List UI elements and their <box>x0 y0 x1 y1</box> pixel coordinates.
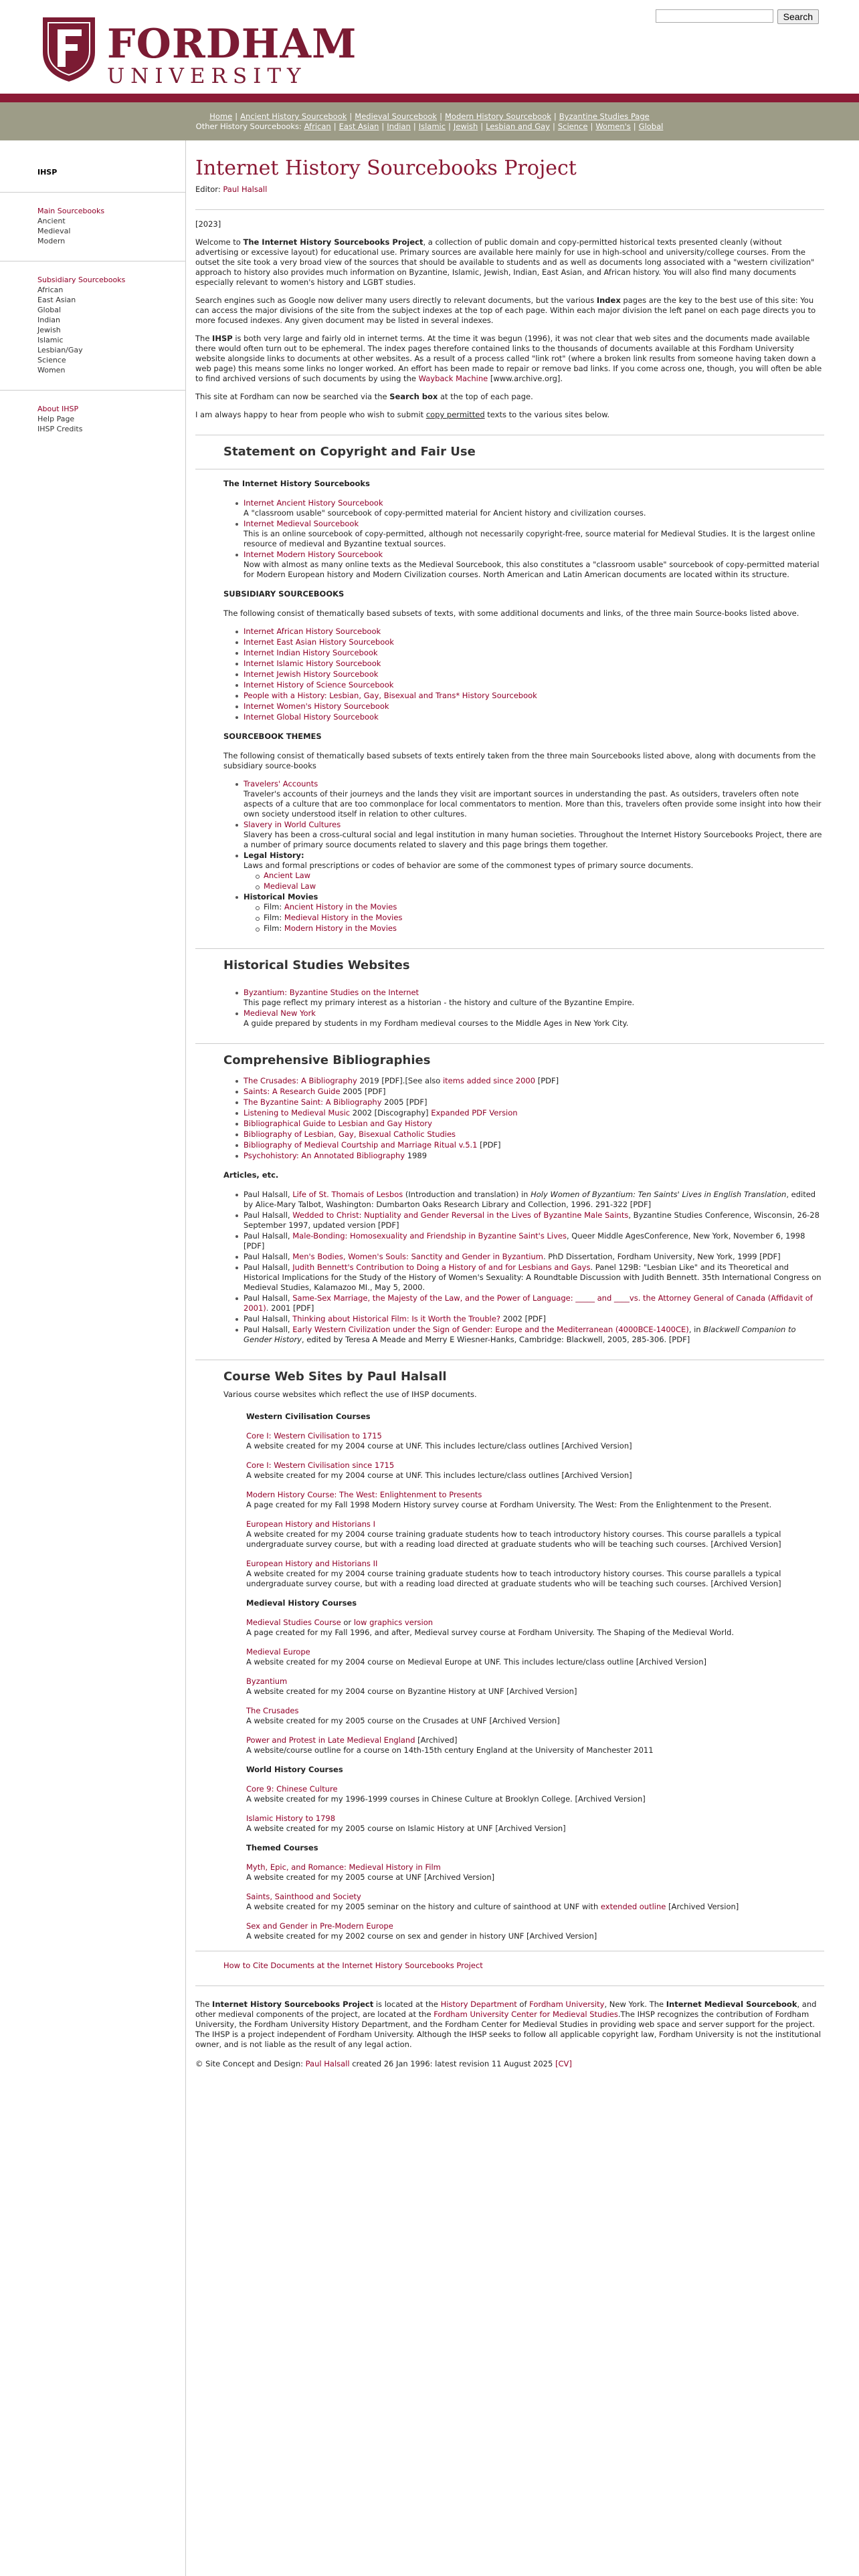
wayback-link[interactable]: Wayback Machine <box>418 374 488 383</box>
fordham-link[interactable]: Fordham University <box>529 2000 605 2009</box>
extended-outline-link[interactable]: extended outline <box>600 1902 666 1911</box>
biblio-link[interactable]: Bibliography of Medieval Courtship and Marriage Ritual v.5.1 <box>244 1140 478 1150</box>
sourcebooks-section <box>223 479 824 934</box>
article-link[interactable]: Same-Sex Marriage, the Majesty of the Law, and the Power of Language: _____ and ____vs. the Attorney General of Canada (Affidavit of 2001) <box>244 1293 813 1313</box>
movie-link[interactable]: Modern History in the Movies <box>284 924 397 933</box>
list-item: Paul Halsall, Life of St. Thomais of Lesbos (Introduction and translation) in Holy Women of Byzantium: Ten Saints' Lives in English Translation, edited by Alice-Mary Talbot, Washington: Dumbarton Oaks Research Library and Collection, 1996. 291-322 [PDF] <box>235 1190 824 1210</box>
list-item <box>235 680 824 690</box>
websites-section <box>223 988 824 1029</box>
editor-label: Editor: <box>195 185 221 194</box>
list-item: Paul Halsall, Thinking about Historical Film: Is it Worth the Trouble? 2002 [PDF] <box>235 1314 824 1324</box>
wordmark <box>107 21 357 88</box>
page-title: Internet History Sourcebooks Project <box>195 156 577 180</box>
footer-credit: © Site Concept and Design: Paul Halsall created 26 Jan 1996: latest revision 11 August 2025 [CV] <box>195 2059 572 2068</box>
subsidiary-heading: SUBSIDIARY SOURCEBOOKS <box>223 589 345 599</box>
list-item: Paul Halsall, Same-Sex Marriage, the Majesty of the Law, and the Power of Language: _____ and ____vs. the Attorney General of Canada (Affidavit of 2001). 2001 [PDF] <box>235 1293 824 1313</box>
course-item: Islamic History to 1798 A website created for my 2005 course on Islamic History at UNF [Archived Version] <box>246 1814 566 1833</box>
list-item: Internet Modern History Sourcebook Now with almost as many online texts as the Medieval Sourcebook, this also constitutes a "classroom usable" sourcebook of copy-permitted material for Modern European history and Modern Civilization courses. North American and Latin American documents are located within its structure. <box>235 550 824 580</box>
course-item: Medieval Europe A website created for my 2004 course on Medieval Europe at UNF. This includes lecture/class outline [Archived Version] <box>246 1647 706 1667</box>
sidebar-item-women[interactable]: Women <box>37 366 66 374</box>
biblio-link[interactable]: The Byzantine Saint: A Bibliography <box>244 1097 382 1107</box>
list-item: Saints: A Research Guide 2005 [PDF] <box>235 1087 824 1097</box>
site-header <box>0 0 859 94</box>
ihs-link[interactable]: Internet Medieval Sourcebook <box>244 519 359 528</box>
course-group-heading: Medieval History Courses <box>246 1598 357 1608</box>
course-group-heading: World History Courses <box>246 1765 343 1774</box>
subsidiary-link[interactable]: Internet Global History Sourcebook <box>244 712 379 722</box>
article-link[interactable]: Thinking about Historical Film: Is it Worth the Trouble? <box>292 1314 501 1323</box>
year-label: [2023] <box>195 219 221 229</box>
sidebar-divider <box>0 192 186 193</box>
course-link[interactable]: Core I: Western Civilisation since 1715 <box>246 1461 395 1470</box>
law-link[interactable]: Medieval Law <box>264 881 316 891</box>
article-link[interactable]: Early Western Civilization under the Sign of Gender: Europe and the Mediterranean (4000BCE-1400CE) <box>292 1325 689 1334</box>
subsidiary-intro: The following consist of thematically based subsets of texts, with some additional documents and links, of the three main Source-books listed above. <box>223 609 799 618</box>
theme-link[interactable]: Travelers' Accounts <box>244 779 318 788</box>
history-dept-link[interactable]: History Department <box>440 2000 517 2009</box>
list-item <box>235 1119 824 1129</box>
nav-row-1: Home | Ancient History Sourcebook | Medieval Sourcebook | Modern History Sourcebook | Byzantine Studies Page <box>209 112 650 121</box>
bibliographies-section <box>223 1076 824 1345</box>
list-item: Film: Medieval History in the Movies <box>256 913 824 923</box>
themes-heading: SOURCEBOOK THEMES <box>223 732 322 741</box>
biblio-link[interactable]: Psychohistory: An Annotated Bibliography <box>244 1151 405 1160</box>
movie-link[interactable]: Medieval History in the Movies <box>284 913 403 922</box>
article-link[interactable]: Judith Bennett's Contribution to Doing a History of and for Lesbians and Gays <box>292 1263 591 1272</box>
course-item: European History and Historians I A website created for my 2004 course training graduate students how to teach introductory history courses. This course parallels a typical undergraduate survey course, but with a reading load directed at graduate students who will be teaching such courses. [Archived Version] <box>246 1519 781 1549</box>
movie-link[interactable]: Ancient History in the Movies <box>284 902 397 911</box>
sidebar-divider <box>0 390 186 391</box>
list-item: Bibliography of Medieval Courtship and Marriage Ritual v.5.1 [PDF] <box>235 1140 824 1150</box>
medieval-center-link[interactable]: Fordham University Center for Medieval Studies <box>434 2010 618 2019</box>
course-item: Myth, Epic, and Romance: Medieval History in Film A website created for my 2005 course at UNF [Archived Version] <box>246 1862 495 1882</box>
nav-indian[interactable]: Indian <box>387 122 411 131</box>
nav-east-asian[interactable]: East Asian <box>339 122 379 131</box>
list-item: Paul Halsall, Male-Bonding: Homosexuality and Friendship in Byzantine Saint's Lives, Queer Middle AgesConference, New York, November 6, 1998 [PDF] <box>235 1231 824 1251</box>
sidebar-about-head[interactable]: About IHSP <box>37 405 79 413</box>
list-item: The Crusades: A Bibliography 2019 [PDF].[See also items added since 2000 [PDF] <box>235 1076 824 1086</box>
subsidiary-link[interactable]: Internet East Asian History Sourcebook <box>244 637 394 647</box>
ihs-heading: The Internet History Sourcebooks <box>223 479 370 488</box>
subsidiary-link[interactable]: Internet Women's History Sourcebook <box>244 702 389 711</box>
biblio-link[interactable]: Bibliographical Guide to Lesbian and Gay History <box>244 1119 432 1128</box>
nav-lesbian-gay[interactable]: Lesbian and Gay <box>486 122 550 131</box>
main-content <box>195 140 824 2078</box>
intro-paragraph: The IHSP is both very large and fairly old in internet terms. At the time it was begun (1996), it was not clear that web sites and the documents made available there would often turn out to be ephemeral. The index pages therefore contained links to the thousands of documents available at this Fordham University website alongside links to documents at other websites. As a result of a process called "link rot" (where a broken link results from someone having taken down a web page) this means some links no longer worked. An effort has been made to repair or remove bad links. If you come across one, though, you will often be able to find archived versions of such documents by using the Wayback Machine [www.archive.org]. <box>195 334 822 383</box>
website-link[interactable]: Medieval New York <box>244 1008 316 1018</box>
sidebar-item-ancient[interactable]: Ancient <box>37 217 66 225</box>
cv-link[interactable]: [CV] <box>555 2059 572 2068</box>
list-item: Byzantium: Byzantine Studies on the Internet This page reflect my primary interest as a historian - the history and culture of the Byzantine Empire. <box>235 988 824 1008</box>
list-item <box>235 659 824 669</box>
course-link[interactable]: Medieval Studies Course <box>246 1618 341 1627</box>
ihs-link[interactable]: Internet Modern History Sourcebook <box>244 550 383 559</box>
article-link[interactable]: Life of St. Thomais of Lesbos <box>292 1190 403 1199</box>
sidebar-item-east-asian[interactable]: East Asian <box>37 296 76 304</box>
nav-row2-label: Other History Sourcebooks: <box>195 122 302 131</box>
biblio-link[interactable]: Expanded PDF Version <box>431 1108 518 1117</box>
courses-section <box>246 1412 824 1941</box>
list-item: Medieval New York A guide prepared by students in my Fordham medieval courses to the Middle Ages in New York City. <box>235 1008 824 1029</box>
nav-african[interactable]: African <box>304 122 331 131</box>
sidebar-title: IHSP <box>37 168 58 177</box>
course-link[interactable]: Core I: Western Civilisation to 1715 <box>246 1431 382 1440</box>
list-item: Paul Halsall, Wedded to Christ: Nuptiality and Gender Reversal in the Lives of Byzantine Male Saints, Byzantine Studies Conference, Wisconsin, 26-28 September 1997, updated version [PDF] <box>235 1210 824 1230</box>
list-item: Film: Ancient History in the Movies <box>256 902 824 912</box>
course-link[interactable]: Modern History Course: The West: Enlightenment to Presents <box>246 1490 482 1499</box>
intro-paragraph: This site at Fordham can now be searched via the Search box at the top of each page. <box>195 392 533 401</box>
course-group-heading: Themed Courses <box>246 1843 318 1852</box>
legal-heading: Legal History: <box>244 851 304 860</box>
list-item: Slavery in World Cultures Slavery has been a cross-cultural social and legal institution in many human societies. Throughout the Internet History Sourcebooks Project, there are a number of primary source documents related to slavery and this page brings them together. <box>235 820 824 850</box>
copyright-heading[interactable]: Statement on Copyright and Fair Use <box>223 445 476 459</box>
subsidiary-link[interactable]: Internet Indian History Sourcebook <box>244 648 378 657</box>
biblio-link[interactable]: The Crusades: A Bibliography <box>244 1076 357 1085</box>
list-item <box>235 892 824 934</box>
article-link[interactable]: Men's Bodies, Women's Souls: Sanctity and Gender in Byzantium <box>292 1252 543 1261</box>
course-group-heading: Western Civilisation Courses <box>246 1412 371 1421</box>
list-item <box>235 702 824 712</box>
sidebar-item-lesbian-gay[interactable]: Lesbian/Gay <box>37 346 83 354</box>
list-item <box>256 871 824 881</box>
list-item <box>235 627 824 637</box>
sidebar-item-science[interactable]: Science <box>37 356 66 364</box>
course-link[interactable]: European History and Historians I <box>246 1519 375 1529</box>
list-item <box>235 669 824 679</box>
divider <box>195 1043 824 1044</box>
nav-row-2: Other History Sourcebooks: African | East Asian | Indian | Islamic | Jewish | Lesbian and Gay | Science | Women's | Global <box>195 122 664 131</box>
list-item: Film: Modern History in the Movies <box>256 924 824 934</box>
cite-link-row <box>223 1961 824 1971</box>
sidebar <box>0 140 186 2576</box>
ihs-list <box>235 498 824 580</box>
subsidiary-link[interactable]: People with a History: Lesbian, Gay, Bisexual and Trans* History Sourcebook <box>244 691 537 700</box>
course-item: The Crusades A website created for my 2005 course on the Crusades at UNF [Archived Version] <box>246 1706 560 1725</box>
course-link[interactable]: Islamic History to 1798 <box>246 1814 336 1823</box>
nav-science[interactable]: Science <box>557 122 588 131</box>
list-item: The Byzantine Saint: A Bibliography 2005 [PDF] <box>235 1097 824 1107</box>
nav-ancient[interactable]: Ancient History Sourcebook <box>240 112 347 121</box>
course-link[interactable]: Saints, Sainthood and Society <box>246 1892 361 1901</box>
course-item: Core I: Western Civilisation since 1715 A website created for my 2004 course at UNF. This includes lecture/class outlines [Archived Version] <box>246 1461 632 1480</box>
search-input[interactable] <box>656 9 773 23</box>
subsidiary-link[interactable]: Internet Islamic History Sourcebook <box>244 659 381 668</box>
course-link[interactable]: low graphics version <box>353 1618 434 1627</box>
course-link[interactable]: European History and Historians II <box>246 1559 378 1568</box>
divider <box>195 1985 824 1986</box>
sidebar-sub-head[interactable]: Subsidiary Sourcebooks <box>37 276 126 284</box>
list-item <box>235 1130 824 1140</box>
nav-jewish[interactable]: Jewish <box>453 122 478 131</box>
editor-link[interactable]: Paul Halsall <box>223 185 268 194</box>
author-link[interactable]: Paul Halsall <box>305 2059 350 2068</box>
search-button[interactable]: Search <box>777 9 819 24</box>
nav-home[interactable]: Home <box>209 112 233 121</box>
articles-heading: Articles, etc. <box>223 1170 279 1180</box>
ihs-link[interactable]: Internet Ancient History Sourcebook <box>244 498 383 508</box>
themes-intro: The following consist of thematically based subsets of texts entirely taken from the three main Sourcebooks listed above, along with documents from the subsidiary source-books <box>223 751 816 770</box>
websites-list <box>235 988 824 1029</box>
top-nav <box>0 102 859 140</box>
editor-line <box>195 185 824 195</box>
nav-islamic[interactable]: Islamic <box>418 122 446 131</box>
course-link[interactable]: Sex and Gender in Pre-Modern Europe <box>246 1921 393 1931</box>
course-item: Byzantium A website created for my 2004 course on Byzantine History at UNF [Archived Version] <box>246 1677 577 1696</box>
list-item <box>235 691 824 701</box>
articles-list <box>235 1190 824 1345</box>
websites-heading: Historical Studies Websites <box>223 958 410 972</box>
sidebar-item-global[interactable]: Global <box>37 306 62 314</box>
sidebar-item-help[interactable]: Help Page <box>37 415 75 423</box>
subsidiary-link[interactable]: Internet Jewish History Sourcebook <box>244 669 379 679</box>
article-link[interactable]: Male-Bonding: Homosexuality and Friendship in Byzantine Saint's Lives <box>292 1231 567 1241</box>
sidebar-item-medieval[interactable]: Medieval <box>37 227 71 235</box>
list-item <box>235 637 824 647</box>
biblio-link[interactable]: items added since 2000 <box>442 1076 536 1085</box>
bibliographies-heading: Comprehensive Bibliographies <box>223 1053 431 1067</box>
biblio-link[interactable]: Listening to Medieval Music <box>244 1108 351 1117</box>
intro-paragraph: I am always happy to hear from people who wish to submit copy permitted texts to the various sites below. <box>195 410 610 419</box>
course-link[interactable]: The Crusades <box>246 1706 299 1715</box>
biblio-link[interactable]: Bibliography of Lesbian, Gay, Bisexual Catholic Studies <box>244 1130 456 1139</box>
list-item: Paul Halsall, Early Western Civilization under the Sign of Gender: Europe and the Mediterranean (4000BCE-1400CE), in Blackwell Companion to Gender History, edited by Teresa A Meade and Merry E Wiesner-Hanks, Cambridge: Blackwell, 2005, 285-306. [PDF] <box>235 1325 824 1345</box>
list-item: Travelers' Accounts Traveler's accounts of their journeys and the lands they visit are important sources in understanding the past. As outsiders, travelers often note aspects of a culture that are too commonplace for local commentators to mention. More than this, travelers often provide some insight into how their own society understood itself in relation to other cultures. <box>235 779 824 819</box>
nav-byzantine[interactable]: Byzantine Studies Page <box>559 112 650 121</box>
themes-list <box>235 779 824 934</box>
courses-intro: Various course websites which reflect the use of IHSP documents. <box>223 1390 477 1399</box>
course-item: Power and Protest in Late Medieval England [Archived] A website/course outline for a course on 14th-15th century England at the University of Manchester 2011 <box>246 1735 654 1755</box>
list-item: Paul Halsall, Men's Bodies, Women's Souls: Sanctity and Gender in Byzantium. PhD Dissertation, Fordham University, New York, 1999 [PDF] <box>235 1252 824 1262</box>
intro-paragraph: Welcome to The Internet History Sourcebooks Project, a collection of public domain and copy-permitted historical texts presented cleanly (without advertising or excessive layout) for educational use. Primary sources are available here mainly for use in high-school and university/college courses. From the outset the site took a very broad view of the sources that should be available to students and as well as documents long associated with a "western civilization" approach to history also provides much information on Byzantine, Islamic, Jewish, Indian, East Asian, and African history. You will also find many documents especially relevant to women's history and LGBT studies. <box>195 237 815 287</box>
course-link[interactable]: Core 9: Chinese Culture <box>246 1784 338 1794</box>
list-item <box>235 712 824 722</box>
subsidiary-list <box>235 627 824 722</box>
course-link[interactable]: Byzantium <box>246 1677 288 1686</box>
article-link[interactable]: Wedded to Christ: Nuptiality and Gender Reversal in the Lives of Byzantine Male Saints <box>292 1210 629 1220</box>
course-item: European History and Historians II A website created for my 2004 course training graduate students how to teach introductory history courses. This course parallels a typical undergraduate survey course, but with a reading load directed at graduate students who will be teaching such courses. [Archived Version] <box>246 1559 781 1588</box>
list-item: Internet Ancient History Sourcebook A "classroom usable" sourcebook of copy-permitted material for Ancient history and civilization courses. <box>235 498 824 518</box>
course-item: Core I: Western Civilisation to 1715 A website created for my 2004 course at UNF. This includes lecture/class outlines [Archived Version] <box>246 1431 632 1451</box>
logo-primary-text: FORDHAM <box>107 21 357 68</box>
fordham-logo[interactable] <box>40 15 357 88</box>
subsidiary-link[interactable]: Internet History of Science Sourcebook <box>244 680 394 689</box>
sidebar-item-credits[interactable]: IHSP Credits <box>37 425 83 433</box>
sidebar-item-african[interactable]: African <box>37 286 64 294</box>
subsidiary-link[interactable]: Internet African History Sourcebook <box>244 627 381 636</box>
list-item: Legal History: Laws and formal prescriptions or codes of behavior are some of the commonest types of primary source documents. Ancient Law Medieval Law <box>235 851 824 891</box>
website-link[interactable]: Byzantium: Byzantine Studies on the Internet <box>244 988 419 997</box>
copy-permitted-link[interactable]: copy permitted <box>425 410 485 419</box>
list-item: Internet Medieval Sourcebook This is an online sourcebook of copy-permitted, although not necessarily copyright-free, source material for Medieval Studies. It is the largest online resource of medieval and Byzantine textual sources. <box>235 519 824 549</box>
law-link[interactable]: Ancient Law <box>264 871 311 880</box>
list-item: Listening to Medieval Music 2002 [Discography] Expanded PDF Version <box>235 1108 824 1118</box>
cite-link[interactable]: How to Cite Documents at the Internet History Sourcebooks Project <box>223 1961 483 1970</box>
course-item: Sex and Gender in Pre-Modern Europe A website created for my 2002 course on sex and gender in history UNF [Archived Version] <box>246 1921 597 1941</box>
course-link[interactable]: Power and Protest in Late Medieval England <box>246 1735 415 1745</box>
nav-global[interactable]: Global <box>638 122 664 131</box>
sidebar-item-indian[interactable]: Indian <box>37 316 60 324</box>
list-item <box>235 648 824 658</box>
course-item: Medieval Studies Course or low graphics version A page created for my Fall 1996, and after, Medieval survey course at Fordham University. The Shaping of the Medieval World. <box>246 1618 734 1637</box>
divider <box>195 948 824 949</box>
nav-medieval[interactable]: Medieval Sourcebook <box>355 112 438 121</box>
intro-paragraph: Search engines such as Google now deliver many users directly to relevant documents, but the various Index pages are the key to the best use of this site: You can access the major divisions of the site from the subject indexes at the top of each page. Within each major division the left panel on each page directs you to more focused indexes. Any given document may be listed in several indexes. <box>195 296 816 325</box>
header-red-bar <box>0 94 859 102</box>
courses-heading: Course Web Sites by Paul Halsall <box>223 1370 447 1384</box>
movies-heading: Historical Movies <box>244 892 318 901</box>
divider <box>195 209 824 210</box>
list-item: Psychohistory: An Annotated Bibliography 1989 <box>235 1151 824 1161</box>
nav-womens[interactable]: Women's <box>595 122 631 131</box>
course-item: Saints, Sainthood and Society A website created for my 2005 seminar on the history and culture of sainthood at UNF with extended outline [Archived Version] <box>246 1892 739 1911</box>
sidebar-item-modern[interactable]: Modern <box>37 237 66 245</box>
sidebar-item-islamic[interactable]: Islamic <box>37 336 64 344</box>
theme-link[interactable]: Slavery in World Cultures <box>244 820 341 829</box>
bibliographies-list <box>235 1076 824 1161</box>
nav-modern[interactable]: Modern History Sourcebook <box>444 112 551 121</box>
fordham-shield-logo-icon <box>40 15 98 83</box>
logo-secondary-text: UNIVERSITY <box>107 64 307 88</box>
footer-text: The Internet History Sourcebooks Project is located at the History Department of Fordham University, New York. The Internet Medieval Sourcebook, and other medieval components of the project, are located at the Fordham University Center for Medieval Studies.The IHSP recognizes the contribution of Fordham University, the Fordham University History Department, and the Fordham Center for Medieval Studies in providing web space and server support for the project. The IHSP is a project independent of Fordham University. Although the IHSP seeks to follow all applicable copyright law, Fordham University is not the institutional owner, and is not liable as the result of any legal action. <box>195 2000 822 2049</box>
course-link[interactable]: Myth, Epic, and Romance: Medieval History in Film <box>246 1862 441 1872</box>
biblio-link[interactable]: Saints: A Research Guide <box>244 1087 341 1096</box>
search-box <box>656 9 819 24</box>
sidebar-main-head[interactable]: Main Sourcebooks <box>37 207 105 215</box>
list-item <box>256 881 824 891</box>
course-item: Modern History Course: The West: Enlightenment to Presents A page created for my Fall 1998 Modern History survey course at Fordham University. The West: From the Enlightenment to the Present. <box>246 1490 772 1509</box>
course-item: Core 9: Chinese Culture A website created for my 1996-1999 courses in Chinese Culture at Brooklyn College. [Archived Version] <box>246 1784 646 1804</box>
course-link[interactable]: Medieval Europe <box>246 1647 310 1656</box>
list-item: Paul Halsall, Judith Bennett's Contribution to Doing a History of and for Lesbians and Gays. Panel 129B: "Lesbian Like" and its Theoretical and Historical Implications for the Study of the History of Women's Sexuality: A Roundtable Discussion with Judith Bennett. 35th International Congress on Medieval Studies, Kalamazoo MI., May 5, 2000. <box>235 1263 824 1293</box>
sidebar-item-jewish[interactable]: Jewish <box>37 326 61 334</box>
